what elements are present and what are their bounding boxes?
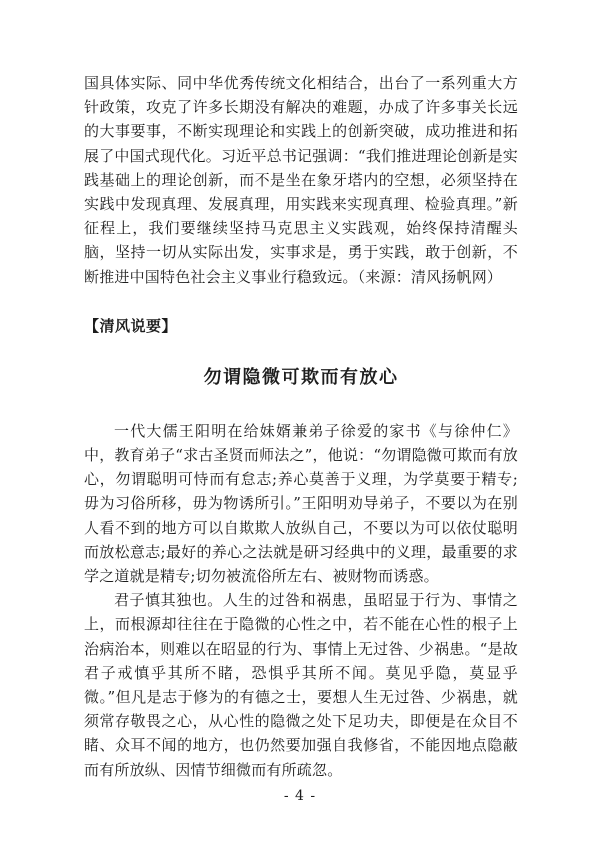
- article-paragraph-1: 一代大儒王阳明在给妹婿兼弟子徐爱的家书《与徐仲仁》中，教育弟子“求古圣贤而师法之”，他说：“勿谓隐微可欺而有放心，勿谓聪明可恃而有怠志;养心莫善于义理，为学莫要于精专;毋为习俗所移，毋为物诱所引。”王阳明劝导弟子，不要以为在别人看不到的地方可以自欺欺人放纵自己，不要以为可以依仗聪明而放松意志;最好的养心之法就是研习经典中的义理，最重要的求学之道就是精专;切勿被流俗所左右、被财物而诱惑。: [84, 421, 519, 586]
- section-label: 【清风说要】: [84, 316, 178, 335]
- article-title: 勿谓隐微可欺而有放心: [203, 366, 399, 388]
- continuation-paragraph: 国具体实际、同中华优秀传统文化相结合，出台了一系列重大方针政策，攻克了许多长期没有解决的难题，办成了许多事关长远的大事要事，不断实现理论和实践上的创新突破，成功推进和拓展了中国式现代化。习近平总书记强调：“我们推进理论创新是实践基础上的理论创新，而不是坐在象牙塔内的空想，必须坚持在实践中发现真理、发展真理，用实践来实现真理、检验真理。”新征程上，我们要继续坚持马克思主义实践观，始终保持清醒头脑，坚持一切从实际出发，实事求是，勇于实践，敢于创新，不断推进中国特色社会主义事业行稳致远。（来源：清风扬帆网）: [84, 74, 518, 286]
- article-paragraph-2: 君子慎其独也。人生的过咎和祸患，虽昭显于行为、事情之上，而根源却往往在于隐微的心性之中，若不能在心性的根子上治病治本，则难以在昭显的行为、事情上无过咎、少祸患。“是故君子戒慎乎其所不睹，恐惧乎其所不闻。莫见乎隐，莫显乎微。”但凡是志于修为的有德之士，要想人生无过咎、少祸患，就须常存敬畏之心，从心性的隐微之处下足功夫，即便是在众目不睹、众耳不闻的地方，也仍然要加强自我修省，不能因地点隐蔽而有所放纵、因情节细微而有所疏忽。: [84, 591, 518, 779]
- page-number: - 4 -: [283, 788, 317, 804]
